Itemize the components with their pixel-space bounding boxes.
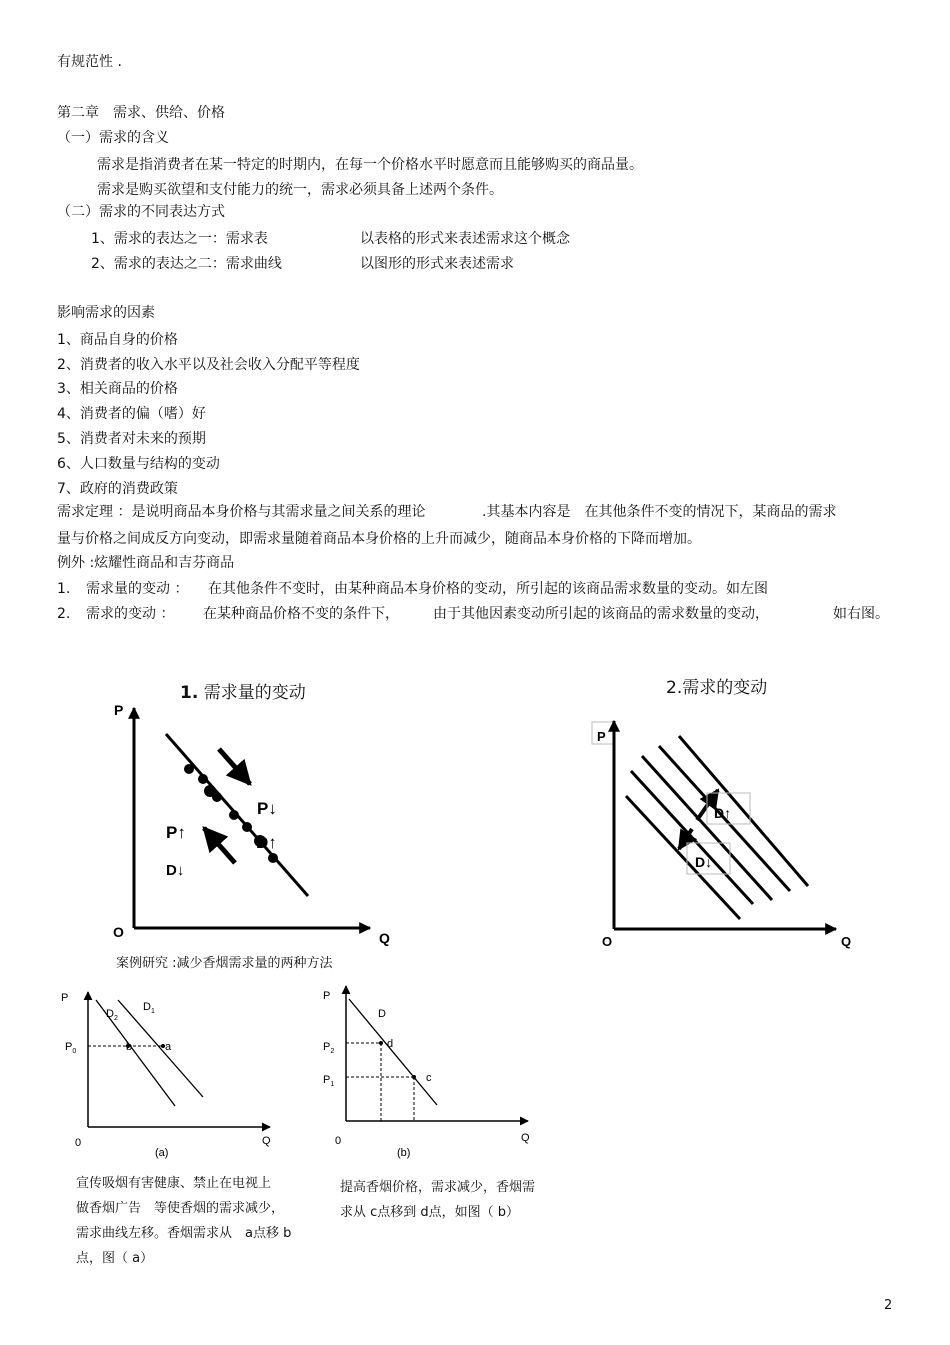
definition-2-text-2: 由于其他因素变动所引起的该商品的需求数量的变动， (433, 606, 769, 622)
expression-1-right: 以表格的形式来表述需求这个概念 (360, 231, 570, 247)
demand-definition-2: 需求是购买欲望和支付能力的统一，需求必须具备上述两个条件。 (97, 182, 503, 198)
demand-decrease-label: D↓ (695, 854, 713, 870)
demand-increase-label: D↑ (714, 805, 732, 821)
note-a-line: 做香烟广告 等使香烟的需求减少， (76, 1201, 285, 1216)
p-axis-label: P (597, 729, 606, 744)
chapter-title: 第二章 需求、供给、价格 (57, 105, 225, 121)
quantity-down-label: D↓ (166, 862, 185, 879)
a-label: a (165, 1041, 172, 1053)
factors-title: 影响需求的因素 (57, 305, 155, 321)
definition-1-term: 需求量的变动 ： (86, 581, 189, 597)
definition-2-text: 在某种商品价格不变的条件下， (203, 606, 399, 622)
p2-label: $P_2$ (323, 1041, 335, 1055)
point-c (412, 1075, 416, 1079)
note-b-line: 求从 c点移到 d点，如图（ b） (340, 1205, 520, 1220)
factor-item: 4、消费者的偏（嗜）好 (57, 406, 206, 422)
page-number: 2 (884, 1298, 893, 1313)
price-up-label: P↑ (166, 823, 186, 842)
p-axis-label: P (323, 990, 331, 1002)
case-study-title: 案例研究 :减少香烟需求量的两种方法 (116, 956, 333, 971)
factor-item: 5、消费者对未来的预期 (57, 431, 206, 447)
d2-label: $D_2$ (106, 1008, 118, 1022)
origin-label: O (113, 924, 124, 940)
c-point-label: c (426, 1072, 432, 1084)
price-down-label: P↓ (257, 799, 277, 818)
origin-label: O (602, 934, 613, 949)
origin-label: 0 (75, 1137, 82, 1149)
figure-1-title-text: 需求量的变动 (203, 683, 306, 703)
factor-item: 3、相关商品的价格 (57, 381, 178, 397)
d-curve-label: D (378, 1008, 386, 1020)
p0-label: $P_0$ (65, 1041, 77, 1055)
p-axis-label: P (114, 702, 124, 718)
quantity-up-label: D↑ (256, 833, 277, 852)
definition-2-text-3: 如右图。 (833, 606, 889, 622)
factor-item: 7、政府的消费政策 (57, 481, 178, 497)
q-axis-label: Q (262, 1135, 271, 1147)
demand-curve (349, 999, 437, 1105)
note-a-line: 点，图（ a） (76, 1251, 154, 1266)
d-point-label: d (387, 1038, 394, 1050)
d1-label: $D_1$ (143, 1001, 155, 1015)
definition-1-number: 1. (57, 581, 71, 597)
factor-item: 2、消费者的收入水平以及社会收入分配平等程度 (57, 357, 360, 373)
p1-label: $P_1$ (323, 1074, 335, 1088)
top-line: 有规范性 . (57, 54, 122, 70)
p-axis-label: P (61, 992, 69, 1004)
definition-2-term: 需求的变动 ： (86, 606, 175, 622)
expression-2-right: 以图形的形式来表述需求 (360, 256, 514, 272)
q-axis-label: Q (521, 1132, 530, 1144)
b-label: b (126, 1041, 133, 1053)
factor-item: 1、商品自身的价格 (57, 332, 178, 348)
section-2-title: （二）需求的不同表达方式 (57, 204, 225, 220)
section-1-title: （一）需求的含义 (57, 130, 169, 146)
definition-2-number: 2. (57, 606, 71, 622)
exception-line: 例外 :炫耀性商品和吉芬商品 (57, 555, 235, 571)
definition-1-text: 在其他条件不变时，由某种商品本身价格的变动，所引起的该商品需求数量的变动。如左图 (208, 581, 768, 597)
q-axis-label: Q (379, 930, 390, 946)
factor-item: 6、人口数量与结构的变动 (57, 456, 220, 472)
expression-2-left: 2、需求的表达之二：需求曲线 (91, 256, 282, 272)
point-d (379, 1041, 383, 1045)
figure-b-caption: (b) (397, 1147, 411, 1159)
figure-2-title: 2.需求的变动 (666, 678, 768, 698)
note-b-line: 提高香烟价格，需求减少，香烟需 (340, 1180, 536, 1195)
demand-definition-1: 需求是指消费者在某一特定的时期内，在每一个价格水平时愿意而且能够购买的商品量。 (97, 157, 643, 173)
figure-a-caption: (a) (155, 1147, 169, 1159)
note-a-line: 需求曲线左移。香烟需求从 a点移 b (76, 1226, 292, 1241)
demand-law-part-a: 需求定理 ：是说明商品本身价格与其需求量之间关系的理论 (57, 504, 426, 520)
note-a-line: 宣传吸烟有害健康、禁止在电视上 (76, 1176, 272, 1191)
figure-1-title-number: 1. (180, 683, 199, 703)
origin-label: 0 (335, 1135, 342, 1147)
expression-1-left: 1、需求的表达之一：需求表 (91, 231, 268, 247)
demand-law-line-2: 量与价格之间成反方向变动，即需求量随着商品本身价格的上升而减少，随商品本身价格的下降而增加。 (57, 531, 701, 547)
q-axis-label: Q (841, 934, 852, 949)
demand-law-part-b: .其基本内容是 在其他条件不变的情况下，某商品的需求 (482, 504, 837, 520)
